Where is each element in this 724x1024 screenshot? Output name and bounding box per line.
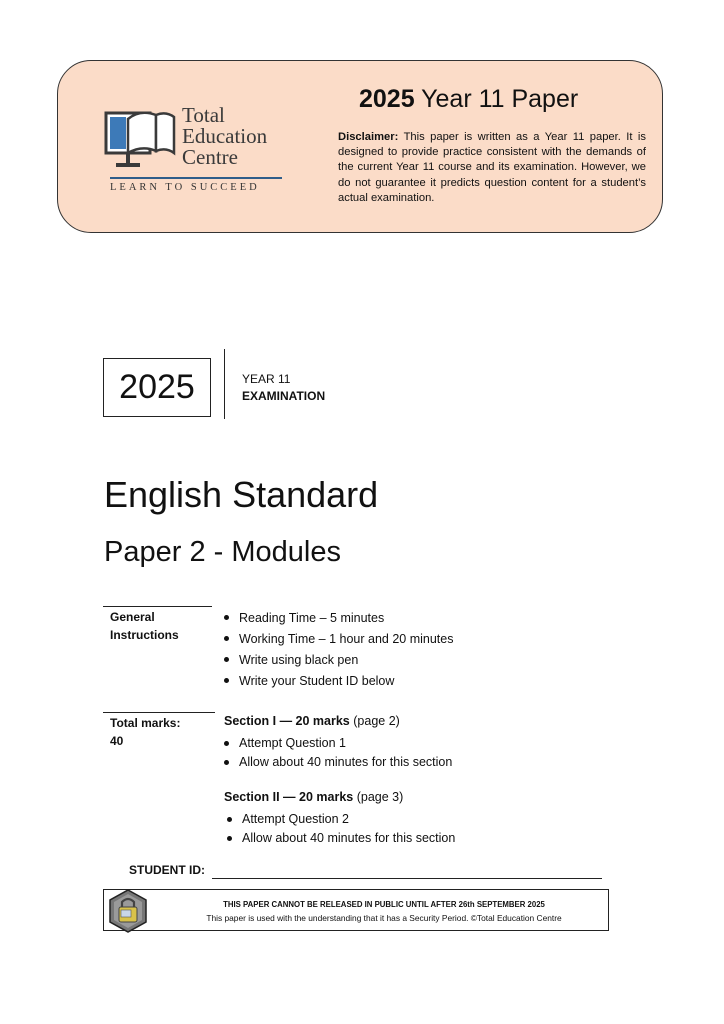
section-1-title: Section I — 20 marks [224, 714, 350, 728]
logo-line-2: Education [182, 124, 268, 148]
student-id-label: STUDENT ID: [129, 863, 205, 877]
logo-divider [110, 177, 282, 179]
logo-line-3: Centre [182, 145, 238, 169]
release-notice: THIS PAPER CANNOT BE RELEASED IN PUBLIC UNTIL AFTER 26th SEPTEMBER 2025 [223, 900, 545, 909]
paper-title-year: 2025 [359, 85, 415, 113]
list-item: Write your Student ID below [224, 671, 453, 692]
logo-tagline: LEARN TO SUCCEED [110, 182, 260, 193]
section-2-page: (page 3) [356, 790, 404, 804]
paper-title-rest: Year 11 Paper [421, 85, 579, 113]
section-1-heading [224, 714, 400, 728]
padlock-icon [105, 888, 151, 934]
list-item: Reading Time – 5 minutes [224, 608, 453, 629]
marks-rule [103, 712, 215, 713]
logo-line-1: Total [182, 103, 225, 127]
header-divider [224, 349, 225, 419]
exam-level: YEAR 11 [242, 372, 291, 386]
section-2-list [227, 810, 455, 848]
section-1-list [224, 734, 452, 772]
paper-title [359, 85, 578, 114]
subject-title: English Standard [104, 474, 379, 515]
security-notice [103, 889, 609, 931]
security-period-note: This paper is used with the understanding that it has a Security Period. ©Total Education Centre [206, 913, 562, 923]
list-item: Write using black pen [224, 650, 453, 671]
paper-subtitle: Paper 2 - Modules [104, 536, 341, 568]
list-item: Working Time – 1 hour and 20 minutes [224, 629, 453, 650]
student-id-field[interactable] [212, 878, 602, 879]
disclaimer-label: Disclaimer: [338, 131, 399, 143]
section-2-heading [224, 790, 403, 804]
list-item: Attempt Question 2 [227, 810, 455, 829]
section-2-title: Section II — 20 marks [224, 790, 354, 804]
general-instructions-list [224, 608, 453, 692]
list-item: Attempt Question 1 [224, 734, 452, 753]
exam-label: EXAMINATION [242, 389, 326, 403]
general-instructions-label [110, 608, 210, 644]
disclaimer-text: This paper is written as a Year 11 paper. It is designed to provide practice consistent with the demands of the current Year 11 course and its examination. However, we do not guarantee it predicts question content for a student’s actual examination. [338, 131, 647, 204]
exam-year-box: 2025 [103, 358, 211, 417]
disclaimer [338, 130, 646, 206]
list-item: Allow about 40 minutes for this section [224, 753, 452, 772]
total-marks-label [110, 714, 210, 750]
general-rule [103, 606, 212, 607]
tec-logo [104, 101, 284, 197]
section-1-page: (page 2) [353, 714, 400, 728]
list-item: Allow about 40 minutes for this section [227, 829, 455, 848]
total-marks-value: 40 [110, 734, 124, 748]
book-monitor-icon [104, 107, 178, 175]
general-label-line-2: Instructions [110, 628, 179, 642]
general-label-line-1: General [110, 610, 155, 624]
header-banner [57, 60, 663, 233]
total-marks-text: Total marks: [110, 716, 181, 730]
